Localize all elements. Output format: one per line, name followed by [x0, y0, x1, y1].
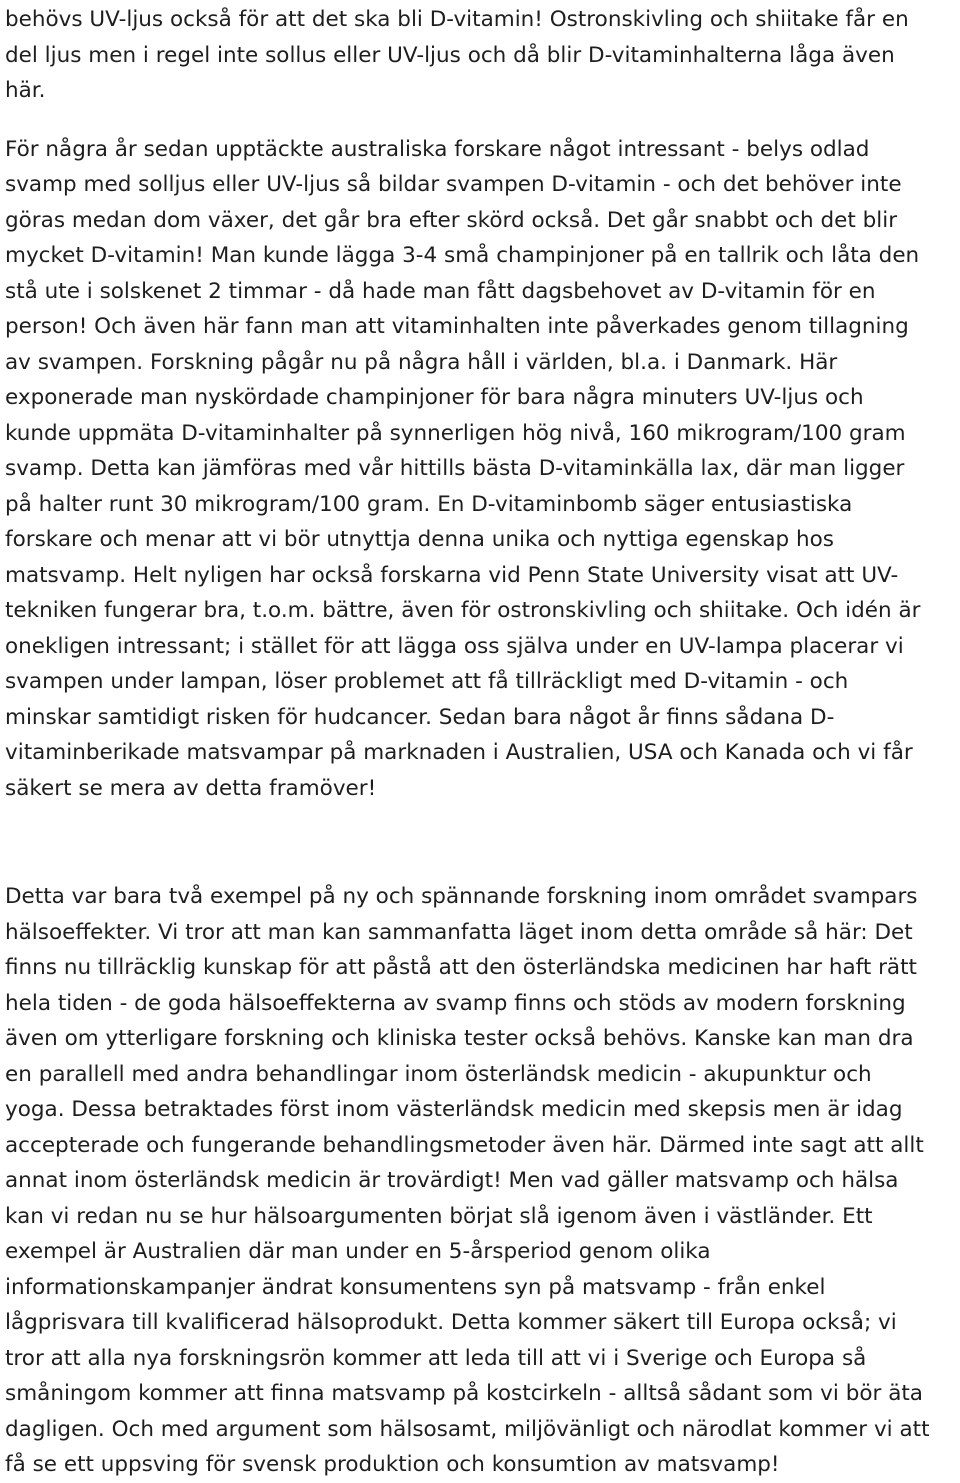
text-line: svamp. Detta kan jämföras med vår hittills bästa D-vitaminkälla lax, där man ligger [5, 456, 905, 481]
text-line: vitaminberikade matsvampar på marknaden i Australien, USA och Kanada och vi får [5, 740, 913, 765]
text-line: minskar samtidigt risken för hudcancer. Sedan bara något år finns sådana D- [5, 704, 835, 730]
paragraph-summary [5, 879, 957, 1483]
text-line: finns nu tillräcklig kunskap för att påstå att den österländska medicinen har haft rätt [5, 955, 917, 980]
text-line: mycket D-vitamin! Man kunde lägga 3-4 små champinjoner på en tallrik och låta den [5, 243, 920, 268]
text-line: småningom kommer att finna matsvamp på kostcirkeln - alltså sådant som vi bör äta [5, 1381, 923, 1406]
text-line: göras medan dom växer, det går bra efter skörd också. Det går snabbt och det blir [5, 207, 898, 233]
text-line: yoga. Dessa betraktades först inom västerländsk medicin med skepsis men är idag [5, 1097, 903, 1122]
text-line: stå ute i solskenet 2 timmar - då hade man fått dagsbehovet av D-vitamin för en [5, 278, 876, 304]
text-line: dagligen. Och med argument som hälsosamt, miljövänligt och närodlat kommer vi att [5, 1416, 930, 1442]
text-line: tekniken fungerar bra, t.o.m. bättre, även för ostronskivling och shiitake. Och idén är [5, 598, 921, 623]
text-line: här. [5, 78, 46, 103]
text-line: kunde uppmäta D-vitaminhalter på synnerligen hög nivå, 160 mikrogram/100 gram [5, 420, 906, 446]
text-line: även om ytterligare forskning och kliniska tester också behövs. Kanske kan man dra [5, 1026, 914, 1051]
text-line: onekligen intressant; i stället för att lägga oss själva under en UV-lampa placerar vi [5, 633, 904, 659]
text-line: forskare och menar att vi bör utnyttja denna unika och nyttiga egenskap hos [5, 527, 835, 552]
text-line: svampen under lampan, löser problemet att få tillräckligt med D-vitamin - och [5, 669, 849, 694]
text-line: kan vi redan nu se hur hälsoargumenten börjat slå igenom även i västländer. Ett [5, 1203, 873, 1229]
text-line: av svampen. Forskning pågår nu på några håll i världen, bl.a. i Danmark. Här [5, 349, 838, 375]
text-line: behövs UV-ljus också för att det ska bli D-vitamin! Ostronskivling och shiitake får en [5, 7, 909, 32]
text-line: informationskampanjer ändrat konsumentens syn på matsvamp - från enkel [5, 1274, 826, 1300]
text-line: del ljus men i regel inte sollus eller UV-ljus och då blir D-vitaminhalterna låga även [5, 42, 895, 68]
text-line: matsvamp. Helt nyligen har också forskarna vid Penn State University visat att UV- [5, 562, 899, 588]
text-line: Detta var bara två exempel på ny och spännande forskning inom området svampars [5, 884, 918, 909]
text-line: exponerade man nyskördade champinjoner för bara några minuters UV-ljus och [5, 385, 864, 410]
text-line: lågprisvara till kvalificerad hälsoprodukt. Detta kommer säkert till Europa också; vi [5, 1310, 897, 1335]
text-line: säkert se mera av detta framöver! [5, 775, 377, 801]
text-line: på halter runt 30 mikrogram/100 gram. En D-vitaminbomb säger entusiastiska [5, 491, 853, 517]
text-line: hela tiden - de goda hälsoeffekterna av svamp finns och stöds av modern forskning [5, 990, 906, 1016]
text-line: accepterade och fungerande behandlingsmetoder även här. Därmed inte sagt att allt [5, 1132, 924, 1158]
text-line: annat inom österländsk medicin är trovärdigt! Men vad gäller matsvamp och hälsa [5, 1168, 899, 1193]
text-line: person! Och även här fann man att vitaminhalten inte påverkades genom tillagning [5, 314, 909, 339]
text-line: få se ett uppsving för svensk produktion och konsumtion av matsvamp! [5, 1452, 780, 1477]
paragraph-d-vitamin-intro [5, 2, 957, 109]
text-line: hälsoeffekter. Vi tror att man kan sammanfatta läget inom detta område så här: Det [5, 919, 913, 945]
text-line: För några år sedan upptäckte australiska forskare något intressant - belys odlad [5, 136, 870, 162]
text-line: exempel är Australien där man under en 5-årsperiod genom olika [5, 1239, 711, 1264]
document-page [5, 0, 957, 1483]
text-line: en parallell med andra behandlingar inom österländsk medicin - akupunktur och [5, 1061, 872, 1087]
text-line: svamp med solljus eller UV-ljus så bildar svampen D-vitamin - och det behöver inte [5, 172, 902, 197]
paragraph-uv-research [5, 132, 957, 807]
text-line: tror att alla nya forskningsrön kommer att leda till att vi i Sverige och Europa så [5, 1345, 867, 1371]
